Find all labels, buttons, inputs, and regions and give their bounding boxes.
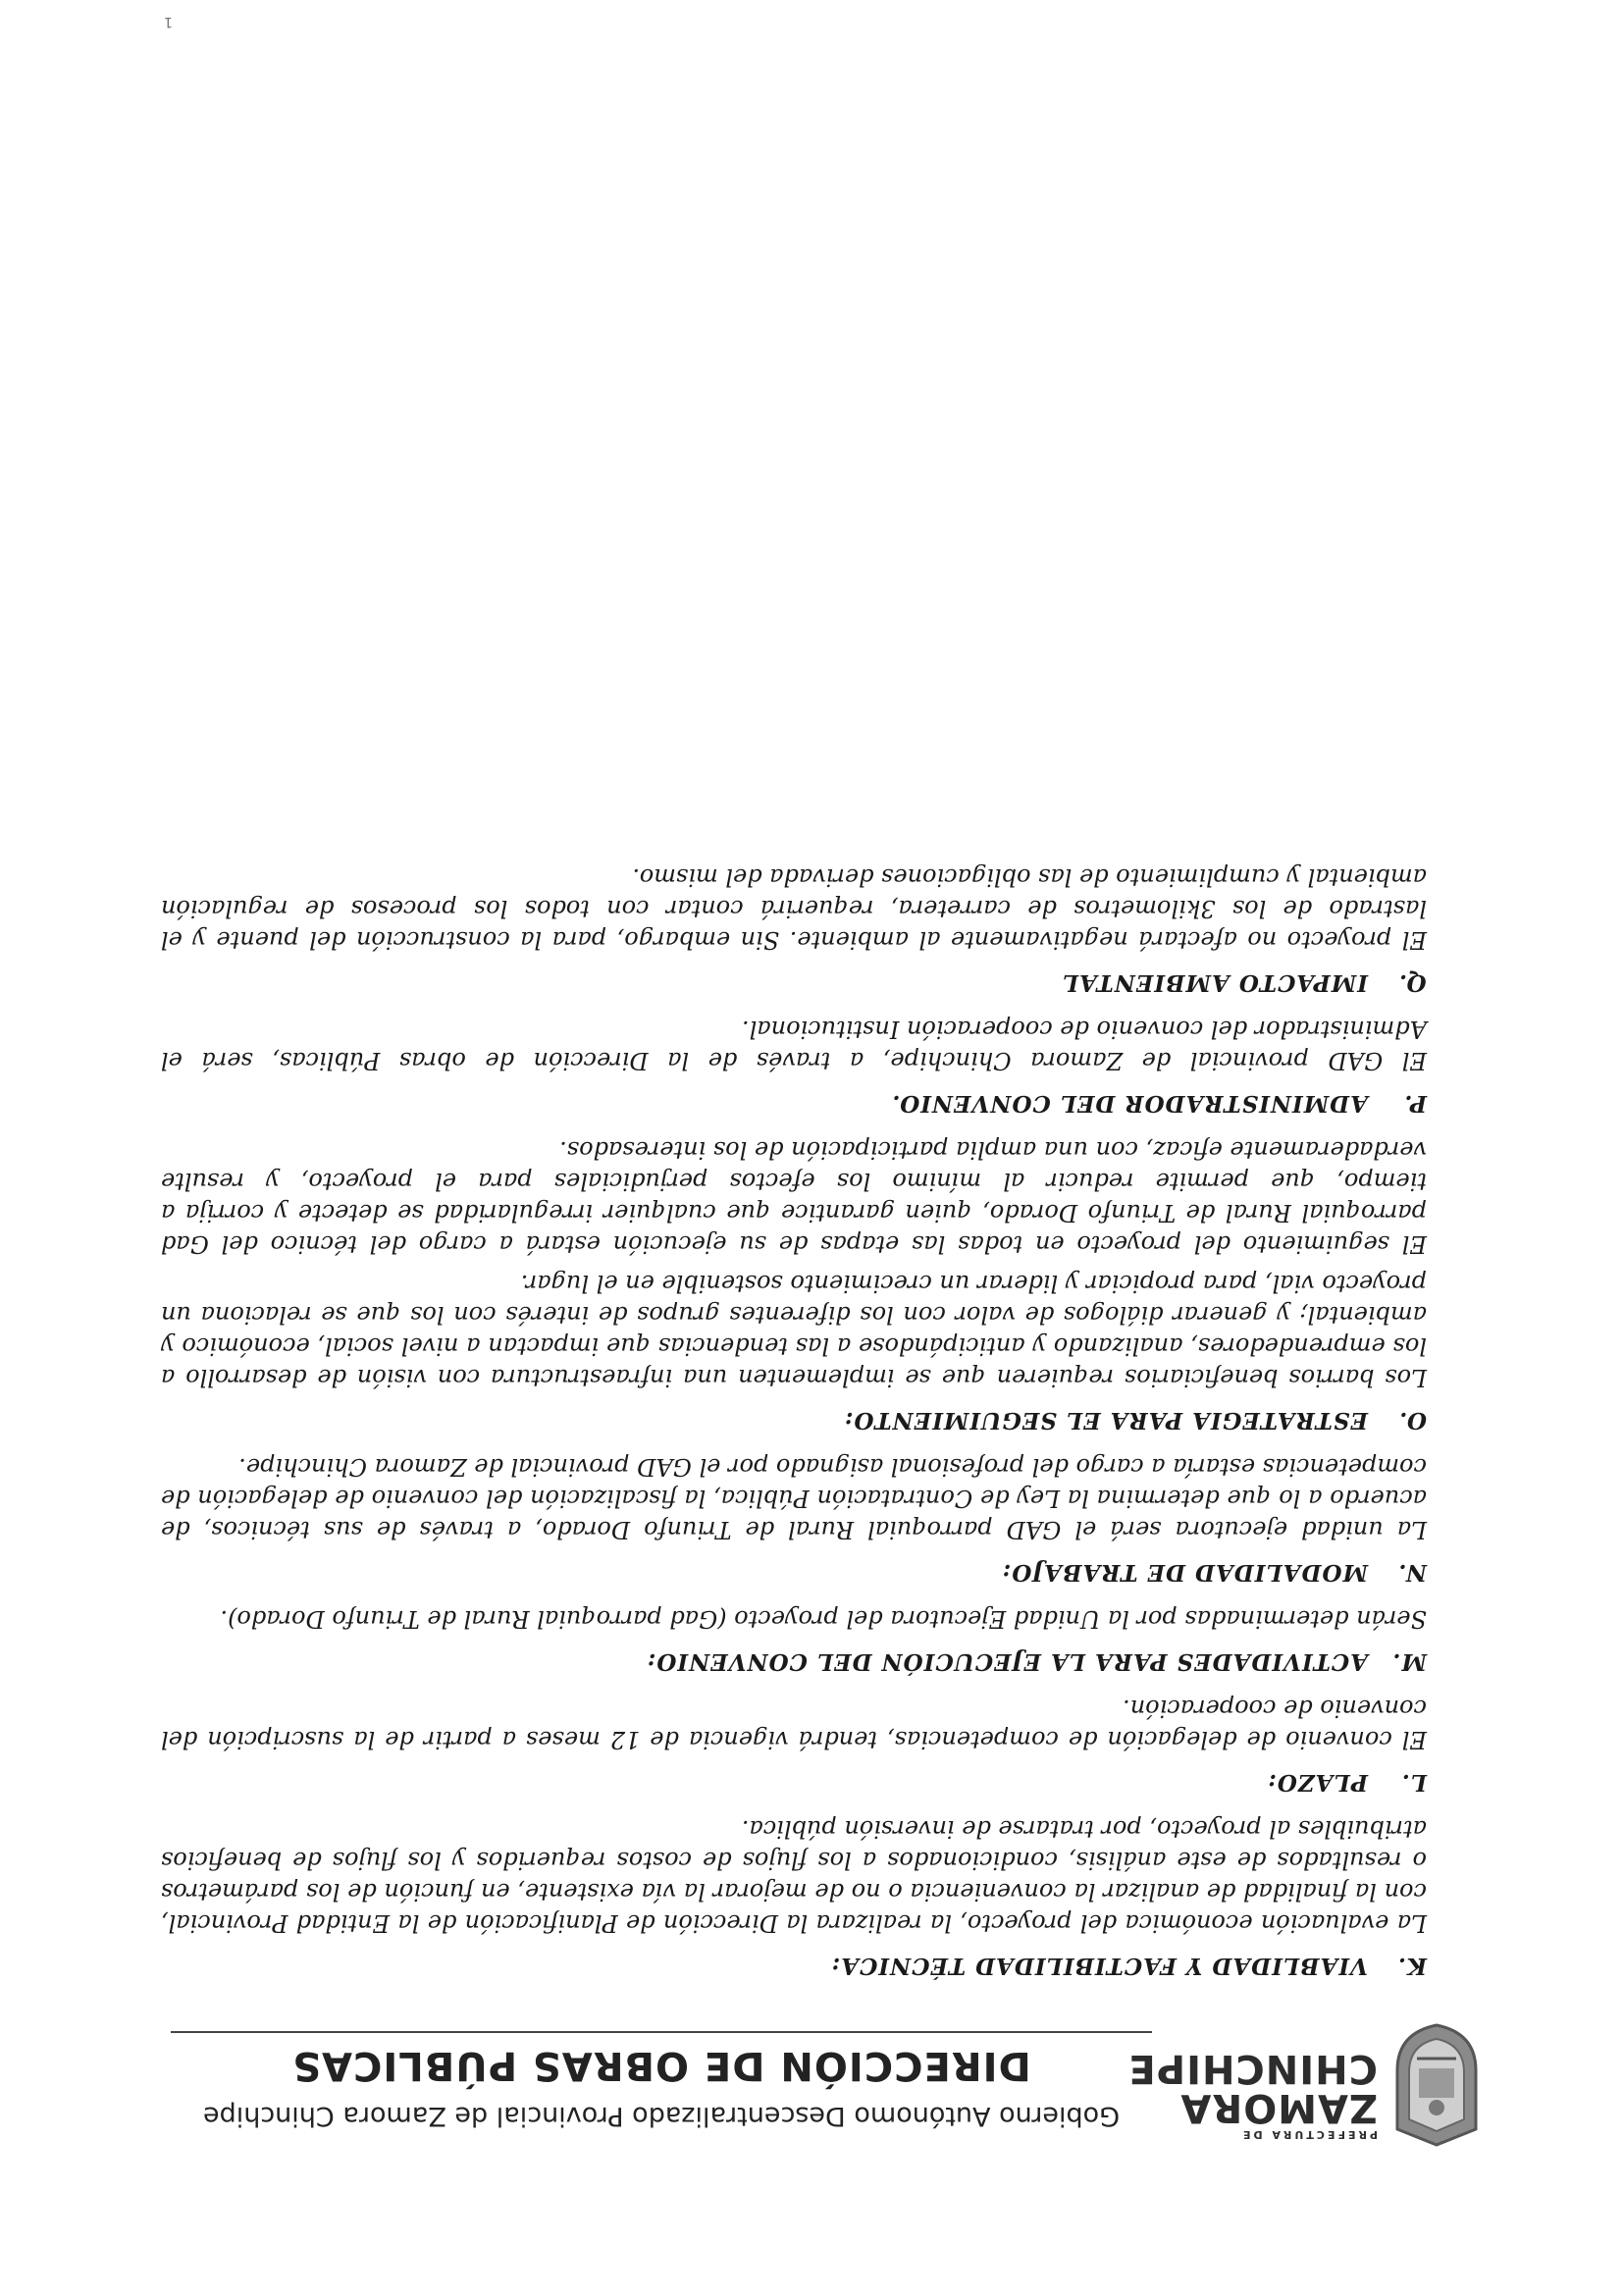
logo-small-text: PREFECTURA DE — [1239, 2128, 1378, 2141]
section-n — [161, 1451, 1427, 1586]
section-paragraph: La evaluación económica del proyecto, la realizara la Dirección de Planificación de la Entidad Provincial, con la finalidad de analizar la conveniencia o no de mejorar la vía existente, en función de los parámetros o resultados de este análisis, condicionados a los flujos de costos requeridos y los flujos de beneficios atribuibles al proyecto, por tratarse de inversión pública. — [161, 1815, 1427, 1937]
document-body — [161, 848, 1427, 1997]
section-q — [161, 861, 1427, 996]
section-heading: K.VIABLIDAD Y FACTIBILIDAD TÉCNICA: — [830, 1953, 1427, 1979]
header-divider — [171, 2031, 1152, 2033]
section-heading: N.MODALIDAD DE TRABAJO: — [1001, 1559, 1427, 1586]
section-heading: O.ESTRATEGIA PARA EL SEGUIMIENTO: — [843, 1407, 1427, 1434]
section-m — [161, 1603, 1427, 1675]
section-paragraph: Los barrios beneficiarios requieren que se implementen una infraestructura con visión de desarrollo a los emprendedores, analizando y anticipándose a las tendencias que impactan a nivel social, económico y ambiental; y generar diálogos de valor con los diferentes grupos de interés con los que se relaciona un proyecto vial, para propiciar y liderar un crecimiento sostenible en el lugar. — [161, 1270, 1427, 1391]
coat-of-arms-icon — [1387, 2021, 1486, 2149]
letterhead — [131, 2011, 1486, 2149]
section-paragraph: El proyecto no afectará negativamente al ambiente. Sin embargo, para la construcción del puente y el lastrado de los 3kilometros de carretera, requerirá contar con todos los procesos de regulación ambiental y cumplimiento de las obligaciones derivada del mismo. — [161, 863, 1427, 954]
section-paragraph: Serán determinadas por la Unidad Ejecutora del proyecto (Gad parroquial Rural de Triunfo Dorado). — [220, 1605, 1427, 1633]
section-paragraph: La unidad ejecutora será el GAD parroquial Rural de Triunfo Dorado, a través de sus técnicos, de acuerdo a lo que determina la Ley de Contratación Pública, la fiscalización del convenio de delegación de competencias estaría a cargo del profesional asignado por el GAD provincial de Zamora Chinchipe. — [161, 1453, 1427, 1543]
prefectura-logo — [1127, 2021, 1486, 2149]
section-paragraph: El convenio de delegación de competencias, tendrá vigencia de 12 meses a partir de la suscripción del convenio de cooperación. — [161, 1695, 1427, 1753]
logo-name-line1: ZAMORA — [1179, 2085, 1378, 2130]
government-name: Gobierno Autónomo Descentralizado Provincial de Zamora Chinchipe — [202, 2101, 1121, 2131]
section-heading: P.ADMINISTRADOR DEL CONVENIO. — [891, 1090, 1427, 1117]
section-heading: Q.IMPACTO AMBIENTAL — [1061, 969, 1427, 996]
section-p — [161, 1014, 1427, 1117]
section-heading: L.PLAZO: — [1267, 1769, 1427, 1796]
department-name: DIRECCIÓN DE OBRAS PÚBLICAS — [291, 2043, 1031, 2088]
section-l — [161, 1693, 1427, 1796]
section-o — [161, 1134, 1427, 1434]
section-paragraph: El GAD provincial de Zamora Chinchipe, a través de la Dirección de obras Públicas, será el Administrador del convenio de cooperación Institucional. — [161, 1016, 1427, 1074]
section-paragraph: El seguimiento del proyecto en todas las etapas de su ejecución estará a cargo del técnico del Gad parroquial Rural de Triunfo Dorado, quien garantice que cualquier irregularidad se detecte y corrija a tiempo, que permite reducir al mínimo los efectos perjudiciales para el proyecto, y resulte verdaderamente eficaz, con una amplia participación de los interesados. — [161, 1136, 1427, 1258]
section-heading: M.ACTIVIDADES PARA LA EJECUCIÓN DEL CONVENIO: — [646, 1648, 1427, 1675]
section-k — [161, 1813, 1427, 1979]
logo-name-line2: CHINCHIPE — [1127, 2046, 1378, 2091]
page-number: 1 — [164, 14, 173, 29]
